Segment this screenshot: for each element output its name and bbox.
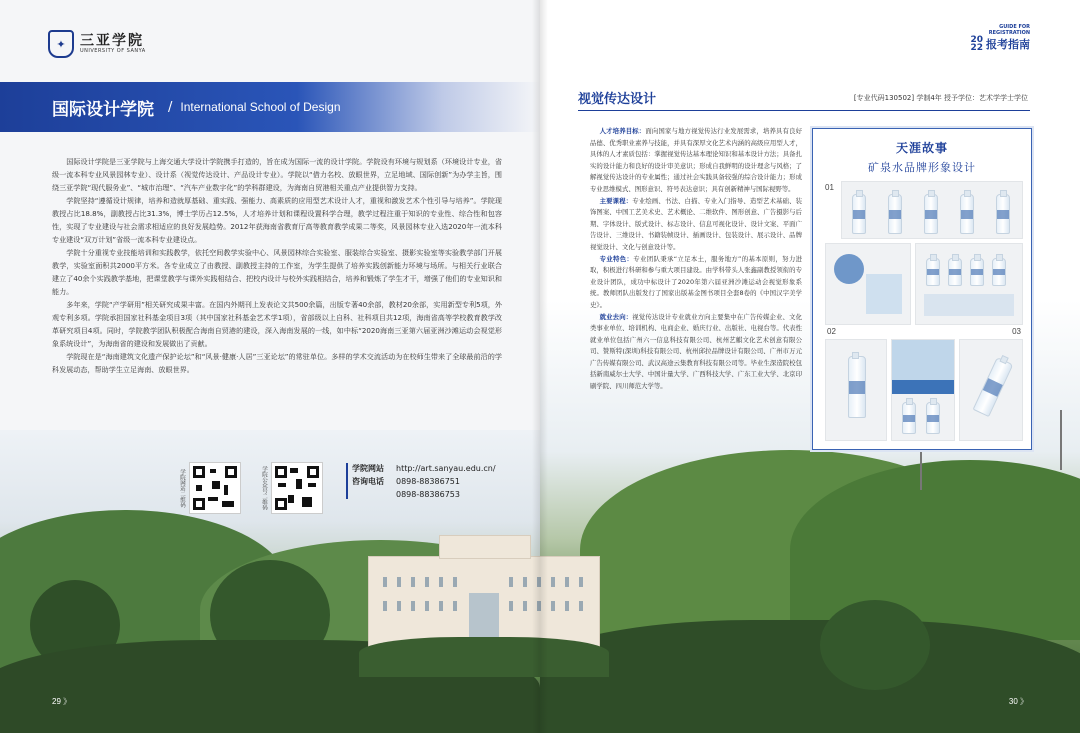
school-introduction xyxy=(52,155,502,376)
major-description xyxy=(590,126,802,393)
showcase-subtitle: 矿泉水品牌形象设计 xyxy=(868,161,976,174)
poster-mockup-image xyxy=(825,243,911,325)
bottle-lineup-image xyxy=(841,181,1023,239)
intro-paragraph: 学院十分重视专业技能培训和实践教学，依托空间教学实验中心、风景园林综合实验室、服装综合实验室、摄影实验室等实验教学部门开展教学，实验室面积共2000平方米。各专业成立了由教授、副教授主持的工作室，为学生提供了培养实践创新能力环境与场所。与相关行业联合建立了40余个实践教学基地，把课堂教学与课外实践相结合、把校内设计与校外实践相结合，培养和锻炼了学生才干，增强了他们的专业知识和能力。 xyxy=(52,248,502,296)
paragraph-heading: 人才培养目标： xyxy=(599,127,646,135)
qr-caption: 学院公众号二维码 xyxy=(261,466,267,510)
website-qr xyxy=(178,462,241,514)
major-code-line: [专业代码130502] 学制4年 授予学位：艺术学学士学位 xyxy=(853,94,1028,102)
school-name-en: International School of Design xyxy=(180,100,341,114)
title-divider xyxy=(578,110,1030,111)
campus-building xyxy=(368,556,600,668)
logo-chinese-name: 三亚学院 xyxy=(80,33,144,49)
major-title: 视觉传达设计 xyxy=(578,92,657,107)
brand-scene-image xyxy=(891,339,955,441)
contact-accent-bar xyxy=(346,463,348,499)
showcase-label: 03 xyxy=(1012,327,1021,336)
wechat-qr xyxy=(260,462,323,514)
guide-title-cn: 报考指南 xyxy=(986,38,1030,51)
paragraph-body: 专业绘画、书法、白描、专业入门指导、造型艺术基础、装饰图案、中国工艺美术史、艺术概论、二维软件、图形创意、广告摄影与后期、字体设计、版式设计、标志设计、信息可视化设计、设计文案、平面广告设计、三维设计、书籍装帧设计、插画设计、包装设计、展示设计、品牌视觉设计、文化与创意设计等。 xyxy=(590,196,803,251)
student-work-showcase xyxy=(812,128,1032,450)
description-paragraph xyxy=(590,254,802,312)
packaging-set-image xyxy=(915,243,1023,325)
page-number: 29 》 xyxy=(52,697,72,706)
guide-year xyxy=(970,36,983,52)
year-top: 20 xyxy=(970,35,983,45)
intro-paragraph: 学院现在是“海南建筑文化遗产保护论坛”和“风景·健康·人居”三亚论坛”的常驻单位。多样的学术交流活动为在校师生带来了全球最前沿的学科发展动态，帮助学生立足海南、放眼世界。 xyxy=(52,352,502,374)
description-paragraph xyxy=(590,312,802,393)
paragraph-body: 视觉传达设计专业就业方向主要集中在广告传媒企业、文化类事业单位、培训机构、电商企业、婚庆行业、出版社、电视台等。代表性就业单位包括广州六一信息科技有限公司、杭州艺麒文化艺术创意有限公司、赞斯特(深圳)科技有限公司、杭州邱拉品牌设计有限公司、广州市万元广告传媒有限公司、武汉高途云集教育科技有限公司等。毕业生深造院校包括新南威尔士大学、中国计量大学、广西科技大学、广东工业大学、北京印刷学院、四川师范大学等。 xyxy=(590,312,803,391)
showcase-label: 02 xyxy=(827,327,836,336)
showcase-label: 01 xyxy=(825,183,834,192)
qr-code-icon[interactable] xyxy=(271,462,323,514)
hand-bottle-image xyxy=(959,339,1023,441)
paragraph-body: 面向国家与地方视觉传达行业发展需求，培养具有良好品德、优秀职业素养与技能，并具有深厚文化艺术内涵的高级应用型人才，具体的人才素质包括：掌握视觉传达基本理论知识和基本设计方法；具备扎实的设计能力和良好的设计审美意识；形成自我鲜明的设计理念与风格；了解视觉传达设计的专业属性；通过社会实践具备较强的综合设计能力；形成专业思维模式、图形意识、符号表达意识；具有创新精神与国际视野等。 xyxy=(590,127,803,193)
intro-paragraph: 国际设计学院是三亚学院与上海交通大学设计学院携手打造的，旨在成为国际一流的设计学院。学院设有环境与规划系（环境设计专业，省级一流本科专业风景园林专业）、设计系（视觉传达设计、产品设计专业）。学院以“借力名校、放眼世界，立足地域、国际创新”为办学主旨，围绕三亚学院“现代服务业”、“城市治理”、“汽车产业数字化”的学科群建设，为海南自贸港相关重点产业提供智力支持。 xyxy=(52,157,502,192)
website-link[interactable]: http://art.sanyau.edu.cn/ xyxy=(396,464,496,473)
page-number: 30 》 xyxy=(1008,697,1028,706)
contact-info xyxy=(352,462,496,501)
single-bottle-image xyxy=(825,339,887,441)
paragraph-body: 专业团队秉承“立足本土，服务地方”的基本原则，努力进取，积极进行科研和参与重大项目建设。由学科带头人张鑫副教授领衔的专业设计团队，成功中标设计了2020年第六届亚洲沙滩运动会视觉形象系统。教师团队出版发行了国家出版基金图书项目全套8卷的《中国汉字美学史》。 xyxy=(590,254,803,309)
qr-code-icon[interactable] xyxy=(189,462,241,514)
phone-label: 咨询电话 xyxy=(352,477,384,486)
showcase-title: 天涯故事 xyxy=(895,141,948,155)
university-logo xyxy=(48,30,146,58)
logo-english-name: UNIVERSITY OF SANYA xyxy=(80,48,146,54)
right-page xyxy=(540,0,1080,733)
school-banner xyxy=(0,82,540,132)
year-bottom: 22 xyxy=(970,43,983,53)
paragraph-heading: 主要课程： xyxy=(599,196,633,205)
university-crest-icon: ✦ xyxy=(48,30,74,58)
phone-number: 0898-88386753 xyxy=(396,490,460,499)
description-paragraph xyxy=(590,126,802,196)
paragraph-heading: 就业去向： xyxy=(599,312,633,321)
banner-separator: / xyxy=(168,99,173,115)
intro-paragraph: 学院坚持“遵循设计规律，培养和造就厚基础、重实践、强能力、高素质的应用型艺术设计人才，重视和激发艺术个性引导与培养”。学院现教授占比18.8%，副教授占比31.3%，博士学历占12.5%，人才培养计划和课程设置科学合理，教学过程注重于知识的专业性、综合性和包容性，实现了专业建设与社会需求相适应的良好发展趋势。2012年获海南省教育厅高等教育教学成果二等奖，风景园林专业入选2020年一流本科专业建设“双万计划”省级一流本科专业建设点。 xyxy=(52,196,502,244)
qr-caption: 学院网站二维码 xyxy=(179,468,185,508)
phone-number: 0898-88386751 xyxy=(396,477,460,486)
registration-guide-badge xyxy=(970,24,1030,52)
paragraph-heading: 专业特色： xyxy=(599,254,634,263)
guide-en-line1: GUIDE FOR xyxy=(999,24,1030,30)
intro-paragraph: 多年来，学院“产学研用”相关研究成果丰富。在国内外期刊上发表论文共500余篇，出版专著40余部，教材20余部，实用新型专利5项，外观专利多项。学院承担国家社科基金项目3项（其中国家社科基金艺术学1项），省部级以上自科、社科项目共12项，海南省高等学校教育教学改革研究项目4项。同时，学院教学团队积极配合海南自贸港的建设，深入海南发展的一线，如中标“2020海南三亚第六届亚洲沙滩运动会视觉形象系统设计”，为海南省的建设和发展做出了贡献。 xyxy=(52,300,502,348)
description-paragraph xyxy=(590,196,802,254)
website-label: 学院网站 xyxy=(352,464,384,473)
guide-en-line2: REGISTRATION xyxy=(988,30,1030,36)
school-name-cn: 国际设计学院 xyxy=(52,99,154,120)
